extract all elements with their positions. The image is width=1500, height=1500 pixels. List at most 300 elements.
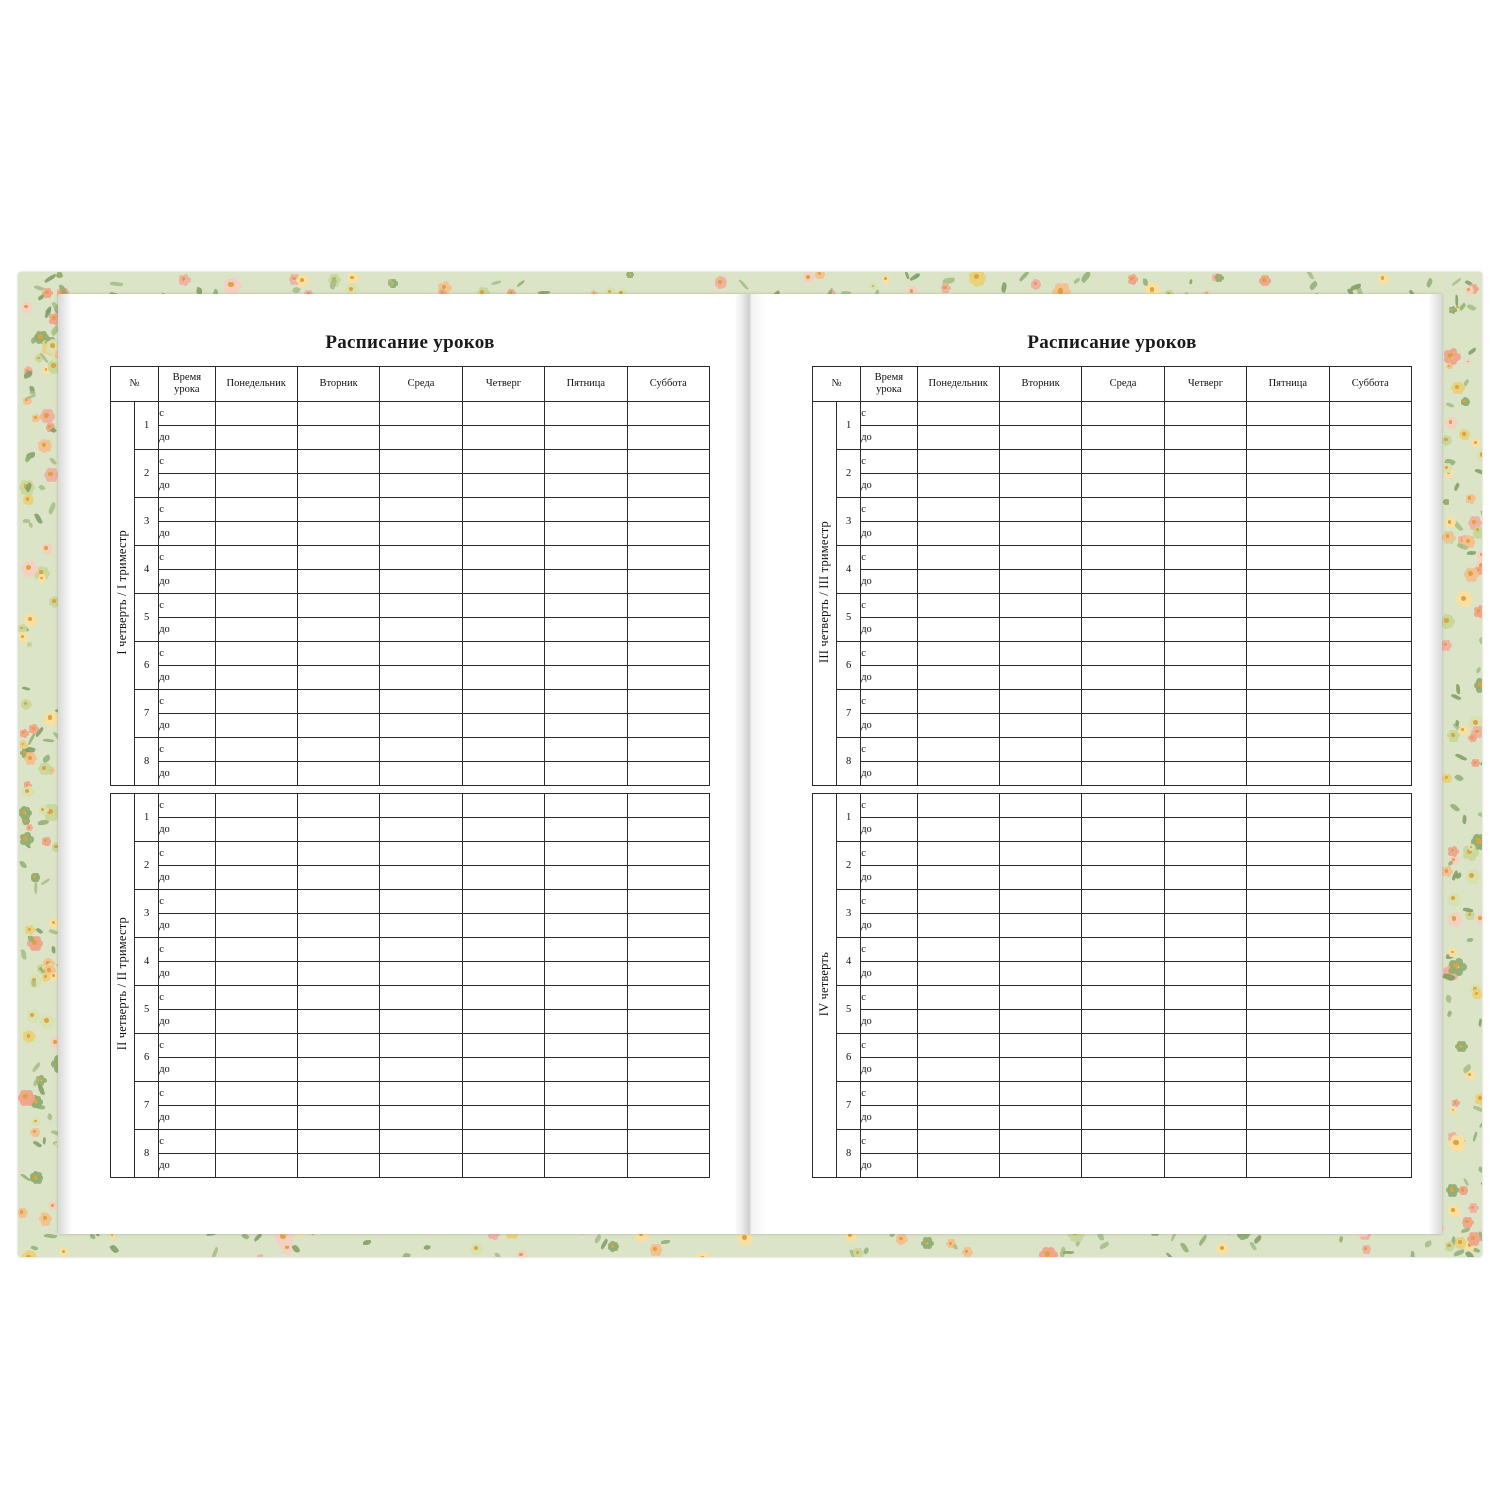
lesson-entry-cell[interactable] [297, 1034, 379, 1058]
lesson-entry-cell[interactable] [215, 1154, 297, 1178]
lesson-entry-cell[interactable] [462, 690, 544, 714]
lesson-entry-cell[interactable] [917, 642, 999, 666]
lesson-entry-cell[interactable] [1164, 1130, 1246, 1154]
lesson-entry-cell[interactable] [1247, 762, 1329, 786]
time-label-cell[interactable]: с [861, 402, 917, 426]
lesson-entry-cell[interactable] [1247, 618, 1329, 642]
lesson-entry-cell[interactable] [917, 1010, 999, 1034]
lesson-entry-cell[interactable] [627, 986, 709, 1010]
lesson-entry-cell[interactable] [1329, 474, 1411, 498]
lesson-entry-cell[interactable] [297, 690, 379, 714]
lesson-entry-cell[interactable] [1082, 402, 1164, 426]
lesson-entry-cell[interactable] [999, 474, 1081, 498]
lesson-entry-cell[interactable] [1164, 426, 1246, 450]
lesson-entry-cell[interactable] [380, 914, 462, 938]
lesson-entry-cell[interactable] [545, 426, 627, 450]
lesson-entry-cell[interactable] [917, 986, 999, 1010]
lesson-entry-cell[interactable] [215, 938, 297, 962]
lesson-entry-cell[interactable] [999, 450, 1081, 474]
lesson-entry-cell[interactable] [627, 498, 709, 522]
lesson-entry-cell[interactable] [215, 890, 297, 914]
lesson-entry-cell[interactable] [917, 546, 999, 570]
time-label-cell[interactable]: с [159, 450, 215, 474]
lesson-entry-cell[interactable] [917, 522, 999, 546]
time-label-cell[interactable]: с [159, 642, 215, 666]
lesson-entry-cell[interactable] [1164, 842, 1246, 866]
lesson-entry-cell[interactable] [1329, 938, 1411, 962]
lesson-entry-cell[interactable] [545, 866, 627, 890]
time-label-cell[interactable]: с [159, 498, 215, 522]
lesson-entry-cell[interactable] [1247, 594, 1329, 618]
lesson-entry-cell[interactable] [627, 570, 709, 594]
lesson-entry-cell[interactable] [917, 1130, 999, 1154]
lesson-entry-cell[interactable] [462, 986, 544, 1010]
lesson-entry-cell[interactable] [627, 762, 709, 786]
time-label-cell[interactable]: до [159, 618, 215, 642]
lesson-entry-cell[interactable] [627, 450, 709, 474]
lesson-entry-cell[interactable] [627, 794, 709, 818]
lesson-entry-cell[interactable] [380, 402, 462, 426]
lesson-entry-cell[interactable] [1329, 842, 1411, 866]
lesson-entry-cell[interactable] [1329, 914, 1411, 938]
lesson-entry-cell[interactable] [380, 1082, 462, 1106]
lesson-entry-cell[interactable] [297, 938, 379, 962]
time-label-cell[interactable]: до [861, 1010, 917, 1034]
lesson-entry-cell[interactable] [1329, 594, 1411, 618]
lesson-entry-cell[interactable] [1247, 426, 1329, 450]
lesson-entry-cell[interactable] [545, 962, 627, 986]
lesson-entry-cell[interactable] [917, 666, 999, 690]
time-label-cell[interactable]: с [861, 546, 917, 570]
lesson-entry-cell[interactable] [627, 618, 709, 642]
lesson-entry-cell[interactable] [380, 1058, 462, 1082]
lesson-entry-cell[interactable] [215, 842, 297, 866]
lesson-entry-cell[interactable] [917, 794, 999, 818]
lesson-entry-cell[interactable] [1082, 818, 1164, 842]
lesson-entry-cell[interactable] [380, 794, 462, 818]
lesson-entry-cell[interactable] [1329, 714, 1411, 738]
lesson-entry-cell[interactable] [380, 962, 462, 986]
lesson-entry-cell[interactable] [462, 642, 544, 666]
lesson-entry-cell[interactable] [545, 986, 627, 1010]
time-label-cell[interactable]: с [159, 1130, 215, 1154]
time-label-cell[interactable]: с [861, 794, 917, 818]
lesson-entry-cell[interactable] [462, 1154, 544, 1178]
lesson-entry-cell[interactable] [1164, 714, 1246, 738]
lesson-entry-cell[interactable] [1247, 986, 1329, 1010]
lesson-entry-cell[interactable] [999, 962, 1081, 986]
lesson-entry-cell[interactable] [1247, 914, 1329, 938]
lesson-entry-cell[interactable] [462, 890, 544, 914]
lesson-entry-cell[interactable] [1082, 962, 1164, 986]
lesson-entry-cell[interactable] [215, 402, 297, 426]
lesson-entry-cell[interactable] [1082, 866, 1164, 890]
time-label-cell[interactable]: до [861, 914, 917, 938]
time-label-cell[interactable]: с [159, 938, 215, 962]
lesson-entry-cell[interactable] [917, 1034, 999, 1058]
lesson-entry-cell[interactable] [627, 666, 709, 690]
time-label-cell[interactable]: до [159, 1010, 215, 1034]
time-label-cell[interactable]: с [159, 690, 215, 714]
lesson-entry-cell[interactable] [1164, 1034, 1246, 1058]
lesson-entry-cell[interactable] [1082, 794, 1164, 818]
lesson-entry-cell[interactable] [215, 914, 297, 938]
lesson-entry-cell[interactable] [1329, 666, 1411, 690]
lesson-entry-cell[interactable] [1329, 618, 1411, 642]
lesson-entry-cell[interactable] [297, 666, 379, 690]
lesson-entry-cell[interactable] [297, 426, 379, 450]
lesson-entry-cell[interactable] [545, 1130, 627, 1154]
lesson-entry-cell[interactable] [215, 474, 297, 498]
lesson-entry-cell[interactable] [462, 1034, 544, 1058]
lesson-entry-cell[interactable] [917, 594, 999, 618]
lesson-entry-cell[interactable] [627, 866, 709, 890]
lesson-entry-cell[interactable] [1247, 546, 1329, 570]
lesson-entry-cell[interactable] [380, 1034, 462, 1058]
lesson-entry-cell[interactable] [545, 546, 627, 570]
time-label-cell[interactable]: с [861, 1130, 917, 1154]
lesson-entry-cell[interactable] [545, 642, 627, 666]
time-label-cell[interactable]: до [159, 474, 215, 498]
lesson-entry-cell[interactable] [1247, 1130, 1329, 1154]
lesson-entry-cell[interactable] [1247, 890, 1329, 914]
lesson-entry-cell[interactable] [215, 498, 297, 522]
time-label-cell[interactable]: до [861, 1154, 917, 1178]
lesson-entry-cell[interactable] [1082, 1034, 1164, 1058]
lesson-entry-cell[interactable] [1082, 522, 1164, 546]
lesson-entry-cell[interactable] [545, 1106, 627, 1130]
lesson-entry-cell[interactable] [1164, 986, 1246, 1010]
lesson-entry-cell[interactable] [297, 1082, 379, 1106]
lesson-entry-cell[interactable] [380, 426, 462, 450]
time-label-cell[interactable]: до [861, 522, 917, 546]
lesson-entry-cell[interactable] [462, 1130, 544, 1154]
lesson-entry-cell[interactable] [297, 1154, 379, 1178]
lesson-entry-cell[interactable] [999, 618, 1081, 642]
lesson-entry-cell[interactable] [380, 594, 462, 618]
time-label-cell[interactable]: до [159, 818, 215, 842]
lesson-entry-cell[interactable] [627, 962, 709, 986]
lesson-entry-cell[interactable] [1329, 986, 1411, 1010]
lesson-entry-cell[interactable] [1247, 818, 1329, 842]
lesson-entry-cell[interactable] [1329, 546, 1411, 570]
time-label-cell[interactable]: до [861, 666, 917, 690]
lesson-entry-cell[interactable] [462, 866, 544, 890]
time-label-cell[interactable]: с [159, 1082, 215, 1106]
lesson-entry-cell[interactable] [627, 1034, 709, 1058]
time-label-cell[interactable]: с [159, 594, 215, 618]
lesson-entry-cell[interactable] [297, 450, 379, 474]
lesson-entry-cell[interactable] [1164, 1106, 1246, 1130]
lesson-entry-cell[interactable] [297, 1010, 379, 1034]
lesson-entry-cell[interactable] [297, 546, 379, 570]
lesson-entry-cell[interactable] [297, 866, 379, 890]
lesson-entry-cell[interactable] [1247, 690, 1329, 714]
lesson-entry-cell[interactable] [999, 666, 1081, 690]
lesson-entry-cell[interactable] [297, 618, 379, 642]
lesson-entry-cell[interactable] [1082, 1130, 1164, 1154]
lesson-entry-cell[interactable] [297, 1130, 379, 1154]
lesson-entry-cell[interactable] [1247, 1010, 1329, 1034]
lesson-entry-cell[interactable] [462, 962, 544, 986]
lesson-entry-cell[interactable] [627, 474, 709, 498]
lesson-entry-cell[interactable] [1329, 1058, 1411, 1082]
lesson-entry-cell[interactable] [1164, 522, 1246, 546]
lesson-entry-cell[interactable] [999, 794, 1081, 818]
lesson-entry-cell[interactable] [1082, 914, 1164, 938]
time-label-cell[interactable]: с [861, 642, 917, 666]
lesson-entry-cell[interactable] [999, 402, 1081, 426]
lesson-entry-cell[interactable] [462, 762, 544, 786]
lesson-entry-cell[interactable] [1329, 450, 1411, 474]
time-label-cell[interactable]: до [861, 618, 917, 642]
lesson-entry-cell[interactable] [1082, 594, 1164, 618]
lesson-entry-cell[interactable] [215, 618, 297, 642]
lesson-entry-cell[interactable] [1164, 818, 1246, 842]
lesson-entry-cell[interactable] [1329, 1106, 1411, 1130]
time-label-cell[interactable]: до [159, 1106, 215, 1130]
lesson-entry-cell[interactable] [545, 402, 627, 426]
time-label-cell[interactable]: до [159, 522, 215, 546]
lesson-entry-cell[interactable] [545, 762, 627, 786]
lesson-entry-cell[interactable] [297, 818, 379, 842]
lesson-entry-cell[interactable] [545, 618, 627, 642]
lesson-entry-cell[interactable] [1329, 1130, 1411, 1154]
lesson-entry-cell[interactable] [1082, 570, 1164, 594]
lesson-entry-cell[interactable] [545, 1010, 627, 1034]
time-label-cell[interactable]: до [861, 570, 917, 594]
time-label-cell[interactable]: с [159, 890, 215, 914]
lesson-entry-cell[interactable] [215, 690, 297, 714]
lesson-entry-cell[interactable] [462, 1058, 544, 1082]
lesson-entry-cell[interactable] [297, 890, 379, 914]
lesson-entry-cell[interactable] [1082, 842, 1164, 866]
lesson-entry-cell[interactable] [627, 914, 709, 938]
time-label-cell[interactable]: с [861, 498, 917, 522]
lesson-entry-cell[interactable] [545, 594, 627, 618]
lesson-entry-cell[interactable] [917, 738, 999, 762]
lesson-entry-cell[interactable] [1247, 450, 1329, 474]
lesson-entry-cell[interactable] [1164, 738, 1246, 762]
time-label-cell[interactable]: до [159, 914, 215, 938]
lesson-entry-cell[interactable] [1329, 738, 1411, 762]
lesson-entry-cell[interactable] [462, 1082, 544, 1106]
lesson-entry-cell[interactable] [297, 522, 379, 546]
lesson-entry-cell[interactable] [545, 1154, 627, 1178]
lesson-entry-cell[interactable] [917, 498, 999, 522]
lesson-entry-cell[interactable] [215, 450, 297, 474]
lesson-entry-cell[interactable] [297, 570, 379, 594]
lesson-entry-cell[interactable] [462, 914, 544, 938]
lesson-entry-cell[interactable] [999, 1034, 1081, 1058]
lesson-entry-cell[interactable] [297, 738, 379, 762]
lesson-entry-cell[interactable] [545, 738, 627, 762]
lesson-entry-cell[interactable] [1082, 890, 1164, 914]
lesson-entry-cell[interactable] [1247, 1058, 1329, 1082]
time-label-cell[interactable]: до [861, 762, 917, 786]
lesson-entry-cell[interactable] [627, 1058, 709, 1082]
lesson-entry-cell[interactable] [1164, 794, 1246, 818]
lesson-entry-cell[interactable] [1082, 762, 1164, 786]
lesson-entry-cell[interactable] [1329, 818, 1411, 842]
time-label-cell[interactable]: до [159, 762, 215, 786]
lesson-entry-cell[interactable] [627, 1130, 709, 1154]
lesson-entry-cell[interactable] [297, 842, 379, 866]
lesson-entry-cell[interactable] [545, 450, 627, 474]
lesson-entry-cell[interactable] [999, 842, 1081, 866]
lesson-entry-cell[interactable] [917, 474, 999, 498]
lesson-entry-cell[interactable] [1082, 1106, 1164, 1130]
time-label-cell[interactable]: до [861, 1106, 917, 1130]
time-label-cell[interactable]: до [861, 962, 917, 986]
lesson-entry-cell[interactable] [917, 618, 999, 642]
lesson-entry-cell[interactable] [1164, 690, 1246, 714]
lesson-entry-cell[interactable] [999, 690, 1081, 714]
lesson-entry-cell[interactable] [1329, 642, 1411, 666]
lesson-entry-cell[interactable] [627, 642, 709, 666]
lesson-entry-cell[interactable] [545, 666, 627, 690]
lesson-entry-cell[interactable] [297, 1058, 379, 1082]
lesson-entry-cell[interactable] [545, 498, 627, 522]
lesson-entry-cell[interactable] [1164, 1154, 1246, 1178]
lesson-entry-cell[interactable] [1247, 1034, 1329, 1058]
lesson-entry-cell[interactable] [1329, 570, 1411, 594]
lesson-entry-cell[interactable] [1247, 714, 1329, 738]
lesson-entry-cell[interactable] [215, 546, 297, 570]
lesson-entry-cell[interactable] [380, 818, 462, 842]
lesson-entry-cell[interactable] [999, 818, 1081, 842]
lesson-entry-cell[interactable] [917, 938, 999, 962]
lesson-entry-cell[interactable] [999, 546, 1081, 570]
lesson-entry-cell[interactable] [1329, 402, 1411, 426]
lesson-entry-cell[interactable] [627, 738, 709, 762]
lesson-entry-cell[interactable] [1247, 1106, 1329, 1130]
lesson-entry-cell[interactable] [462, 570, 544, 594]
lesson-entry-cell[interactable] [1082, 1010, 1164, 1034]
lesson-entry-cell[interactable] [1247, 666, 1329, 690]
lesson-entry-cell[interactable] [1247, 1082, 1329, 1106]
time-label-cell[interactable]: с [159, 546, 215, 570]
time-label-cell[interactable]: до [159, 866, 215, 890]
lesson-entry-cell[interactable] [999, 594, 1081, 618]
lesson-entry-cell[interactable] [917, 690, 999, 714]
lesson-entry-cell[interactable] [999, 890, 1081, 914]
lesson-entry-cell[interactable] [917, 914, 999, 938]
lesson-entry-cell[interactable] [380, 498, 462, 522]
lesson-entry-cell[interactable] [1082, 618, 1164, 642]
lesson-entry-cell[interactable] [215, 738, 297, 762]
lesson-entry-cell[interactable] [917, 426, 999, 450]
time-label-cell[interactable]: до [159, 1058, 215, 1082]
lesson-entry-cell[interactable] [297, 474, 379, 498]
lesson-entry-cell[interactable] [462, 794, 544, 818]
time-label-cell[interactable]: до [861, 818, 917, 842]
lesson-entry-cell[interactable] [1329, 426, 1411, 450]
lesson-entry-cell[interactable] [380, 762, 462, 786]
lesson-entry-cell[interactable] [462, 522, 544, 546]
lesson-entry-cell[interactable] [999, 570, 1081, 594]
lesson-entry-cell[interactable] [1329, 1082, 1411, 1106]
lesson-entry-cell[interactable] [1164, 1082, 1246, 1106]
lesson-entry-cell[interactable] [627, 594, 709, 618]
lesson-entry-cell[interactable] [1247, 938, 1329, 962]
lesson-entry-cell[interactable] [999, 1154, 1081, 1178]
lesson-entry-cell[interactable] [1329, 762, 1411, 786]
lesson-entry-cell[interactable] [1247, 474, 1329, 498]
lesson-entry-cell[interactable] [1164, 962, 1246, 986]
lesson-entry-cell[interactable] [917, 890, 999, 914]
lesson-entry-cell[interactable] [917, 962, 999, 986]
lesson-entry-cell[interactable] [1164, 450, 1246, 474]
lesson-entry-cell[interactable] [1082, 986, 1164, 1010]
lesson-entry-cell[interactable] [1329, 866, 1411, 890]
lesson-entry-cell[interactable] [1164, 762, 1246, 786]
time-label-cell[interactable]: с [861, 842, 917, 866]
lesson-entry-cell[interactable] [1082, 450, 1164, 474]
lesson-entry-cell[interactable] [1082, 426, 1164, 450]
lesson-entry-cell[interactable] [545, 522, 627, 546]
lesson-entry-cell[interactable] [999, 426, 1081, 450]
time-label-cell[interactable]: до [159, 714, 215, 738]
lesson-entry-cell[interactable] [462, 450, 544, 474]
time-label-cell[interactable]: до [861, 426, 917, 450]
lesson-entry-cell[interactable] [627, 1082, 709, 1106]
time-label-cell[interactable]: с [861, 938, 917, 962]
lesson-entry-cell[interactable] [380, 714, 462, 738]
lesson-entry-cell[interactable] [627, 842, 709, 866]
lesson-entry-cell[interactable] [1082, 498, 1164, 522]
lesson-entry-cell[interactable] [215, 1106, 297, 1130]
lesson-entry-cell[interactable] [1329, 794, 1411, 818]
lesson-entry-cell[interactable] [1164, 498, 1246, 522]
time-label-cell[interactable]: до [861, 866, 917, 890]
lesson-entry-cell[interactable] [215, 522, 297, 546]
lesson-entry-cell[interactable] [1164, 474, 1246, 498]
time-label-cell[interactable]: до [861, 474, 917, 498]
time-label-cell[interactable]: до [159, 570, 215, 594]
lesson-entry-cell[interactable] [1329, 1034, 1411, 1058]
lesson-entry-cell[interactable] [1082, 642, 1164, 666]
lesson-entry-cell[interactable] [1082, 1154, 1164, 1178]
time-label-cell[interactable]: с [159, 738, 215, 762]
lesson-entry-cell[interactable] [627, 426, 709, 450]
lesson-entry-cell[interactable] [1329, 962, 1411, 986]
lesson-entry-cell[interactable] [297, 714, 379, 738]
time-label-cell[interactable]: до [159, 1154, 215, 1178]
lesson-entry-cell[interactable] [1247, 962, 1329, 986]
lesson-entry-cell[interactable] [1164, 594, 1246, 618]
lesson-entry-cell[interactable] [215, 1058, 297, 1082]
lesson-entry-cell[interactable] [545, 890, 627, 914]
lesson-entry-cell[interactable] [462, 818, 544, 842]
lesson-entry-cell[interactable] [999, 866, 1081, 890]
lesson-entry-cell[interactable] [462, 618, 544, 642]
lesson-entry-cell[interactable] [1164, 890, 1246, 914]
lesson-entry-cell[interactable] [627, 890, 709, 914]
lesson-entry-cell[interactable] [1082, 1082, 1164, 1106]
lesson-entry-cell[interactable] [1247, 1154, 1329, 1178]
lesson-entry-cell[interactable] [462, 426, 544, 450]
lesson-entry-cell[interactable] [215, 666, 297, 690]
lesson-entry-cell[interactable] [462, 738, 544, 762]
lesson-entry-cell[interactable] [1164, 570, 1246, 594]
lesson-entry-cell[interactable] [545, 794, 627, 818]
lesson-entry-cell[interactable] [1247, 498, 1329, 522]
lesson-entry-cell[interactable] [627, 690, 709, 714]
lesson-entry-cell[interactable] [917, 450, 999, 474]
lesson-entry-cell[interactable] [627, 522, 709, 546]
lesson-entry-cell[interactable] [1082, 474, 1164, 498]
